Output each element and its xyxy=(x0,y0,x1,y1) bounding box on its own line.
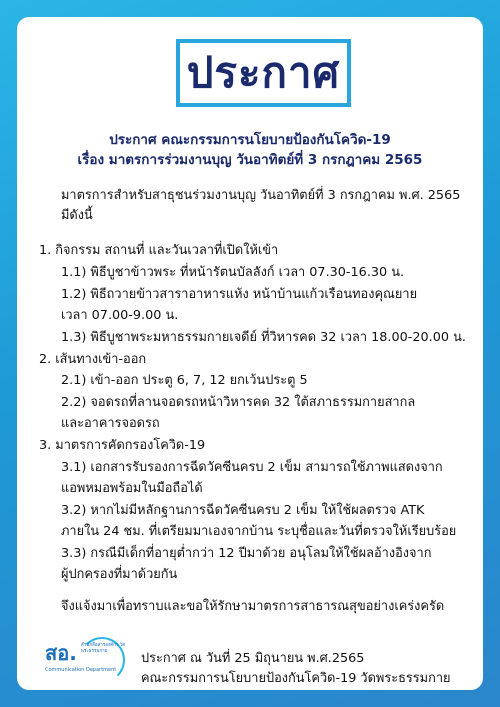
section-3-title: 3. มาตรการคัดกรองโควิด-19 xyxy=(39,438,206,453)
item-1-1: 1.1) พิธีบูชาข้าวพระ ที่หน้ารัตนบัลลังก์ เวลา 07.30-16.30 น. xyxy=(61,265,405,280)
logo-subtitle-english: Communication Department xyxy=(45,667,117,673)
organization-logo xyxy=(45,637,127,687)
item-3-2-line-2: ภายใน 24 ชม. ที่เตรียมมาเองจากบ้าน ระบุชื่อและวันที่ตรวจให้เรียบร้อย xyxy=(61,524,457,539)
announcement-card xyxy=(17,17,483,690)
item-2-2-line-1: 2.2) จอดรถที่ลานจอดรถหน้าวิหารคด 32 ใต้สภาธรรมกายสากล xyxy=(61,395,416,410)
section-1-title: 1. กิจกรรม สถานที่ และวันเวลาที่เปิดให้เข้า xyxy=(39,243,279,258)
page-title: ประกาศ xyxy=(186,48,341,97)
item-1-3: 1.3) พิธีบูชาพระมหาธรรมกายเจดีย์ ที่วิหารคด 32 เวลา 18.00-20.00 น. xyxy=(61,330,466,345)
intro-line-2: มีดังนี้ xyxy=(61,208,93,223)
item-3-2-line-1: 3.2) หากไม่มีหลักฐานการฉีดวัคซีนครบ 2 เข็ม ให้ใช้ผลตรวจ ATK xyxy=(61,503,425,518)
item-3-3-line-2: ผู้ปกครองที่มาด้วยกัน xyxy=(61,567,178,582)
intro-line-1: มาตรการสำหรับสาธุชนร่วมงานบุญ วันอาทิตย์ที่ 3 กรกฎาคม พ.ศ. 2565 xyxy=(61,188,461,203)
item-3-1-line-2: แอพหมอพร้อมในมือถือได้ xyxy=(61,481,203,496)
item-3-1-line-1: 3.1) เอกสารรับรองการฉีดวัคซีนครบ 2 เข็ม สามารถใช้ภาพแสดงจาก xyxy=(61,460,443,475)
item-2-1: 2.1) เข้า-ออก ประตู 6, 7, 12 ยกเว้นประตู 5 xyxy=(61,373,308,388)
title-frame xyxy=(176,39,351,107)
item-2-2-line-2: และอาคารจอดรถ xyxy=(61,416,160,431)
item-1-2-line-1: 1.2) พิธีถวายข้าวสาราอาหารแห้ง หน้าบ้านแก้วเรือนทองคุณยาย xyxy=(61,287,418,302)
footer-date: ประกาศ ณ วันที่ 25 มิถุนายน พ.ศ.2565 xyxy=(141,651,365,666)
logo-mark: สอ. xyxy=(45,641,77,665)
footer-issuer: คณะกรรมการนโยบายป้องกันโควิด-19 วัดพระธรรมกาย xyxy=(141,671,451,686)
heading-line-1: ประกาศ คณะกรรมการนโยบายป้องกันโควิด-19 xyxy=(109,132,391,148)
logo-subtitle: สำนักสื่อสารองค์กร วัดพระธรรมกาย xyxy=(81,643,126,654)
item-1-2-line-2: เวลา 07.00-9.00 น. xyxy=(61,308,179,323)
closing-line: จึงแจ้งมาเพื่อทราบและขอให้รักษามาตรการสาธารณสุขอย่างเคร่งครัด xyxy=(61,599,445,614)
heading-line-2: เรื่อง มาตรการร่วมงานบุญ วันอาทิตย์ที่ 3 กรกฎาคม 2565 xyxy=(77,152,423,168)
section-2-title: 2. เส้นทางเข้า-ออก xyxy=(39,352,147,367)
item-3-3-line-1: 3.3) กรณีมีเด็กที่อายุต่ำกว่า 12 ปีมาด้วย อนุโลมให้ใช้ผลอ้างอิงจาก xyxy=(61,546,432,561)
